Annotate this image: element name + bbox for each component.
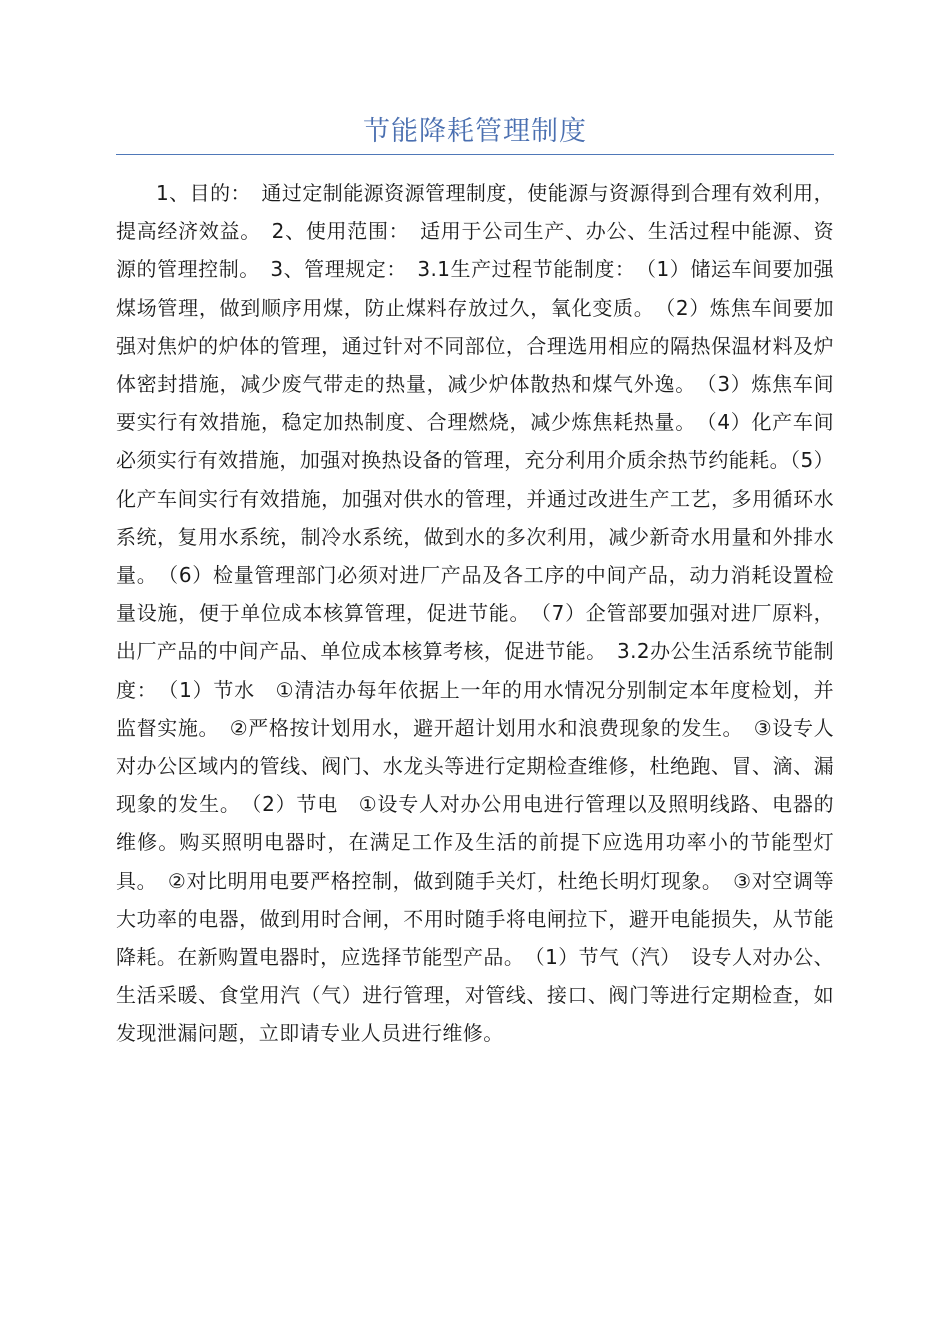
body-paragraph: 1、目的： 通过定制能源资源管理制度，使能源与资源得到合理有效利用，提高经济效益。 2、使用范围： 适用于公司生产、办公、生活过程中能源、资源的管理控制。 3、管理规定： 3.1生产过程节能制度： （1）储运车间要加强煤场管理，做到顺序用煤，防止煤料存放过久，氧化变质。 （2）炼焦车间要加强对焦炉的炉体的管理，通过针对不同部位，合理选用相应的隔热保温材料及炉体密封措施，减少废气带走的热量，减少炉体散热和煤气外逸。 （3）炼焦车间要实行有效措施，稳定加热制度、合理燃烧，减少炼焦耗热量。 （4）化产车间必须实行有效措施，加强对换热设备的管理，充分利用介质余热节约能耗。（5）化产车间实行有效措施，加强对供水的管理，并通过改进生产工艺，多用循环水系统，复用水系统，制冷水系统，做到水的多次利用，减少新奇水用量和外排水量。 （6）检量管理部门必须对进厂产品及各工序的中间产品，动力消耗设置检量设施，便于单位成本核算管理，促进节能。 （7）企管部要加强对进厂原料，出厂产品的中间产品、单位成本核算考核，促进节能。 3.2办公生活系统节能制度： （1）节水 ①清洁办每年依据上一年的用水情况分别制定本年度检划，并监督实施。 ②严格按计划用水，避开超计划用水和浪费现象的发生。 ③设专人对办公区域内的管线、阀门、水龙头等进行定期检查维修，杜绝跑、冒、滴、漏现象的发生。 （2）节电 ①设专人对办公用电进行管理以及照明线路、电器的维修。购买照明电器时，在满足工作及生活的前提下应选用功率小的节能型灯具。 ②对比明用电要严格控制，做到随手关灯，杜绝长明灯现象。 ③对空调等大功率的电器，做到用时合闸，不用时随手将电闸拉下，避开电能损失，从节能降耗。在新购置电器时，应选择节能型产品。 （1）节气（汽） 设专人对办公、生活采暖、食堂用汽（气）进行管理，对管线、接口、阀门等进行定期检查，如发现泄漏问题，立即请专业人员进行维修。	[116, 181, 834, 1046]
title-divider	[116, 154, 834, 155]
page-title: 节能降耗管理制度	[363, 116, 587, 147]
